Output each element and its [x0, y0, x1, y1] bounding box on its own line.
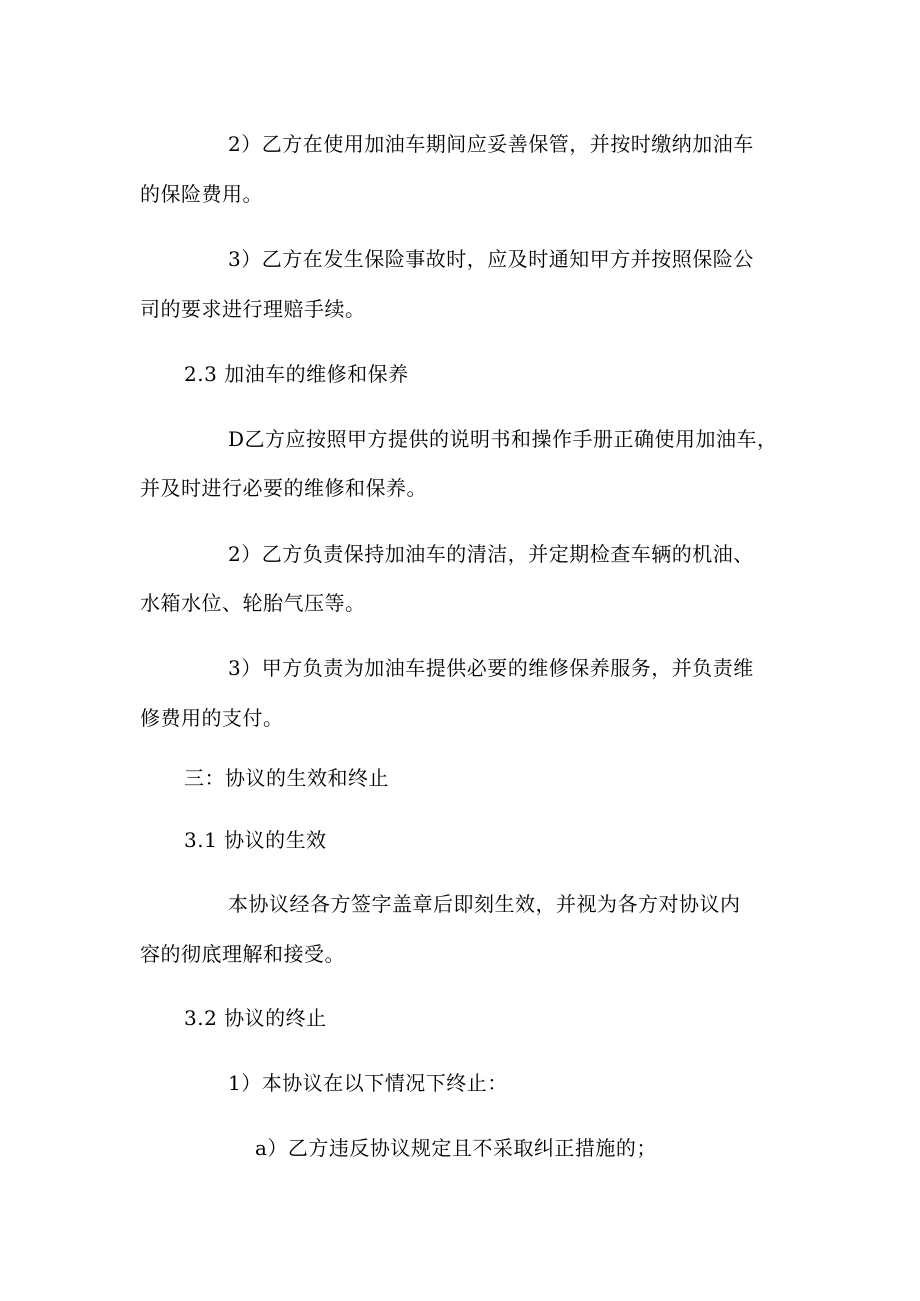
clause-2-2-item-2-line-2: 的保险费用。 — [140, 182, 263, 206]
clause-2-3-item-2-line-2: 水箱水位、轮胎气压等。 — [140, 591, 366, 615]
clause-2-3-item-3-line-1: 3）甲方负责为加油车提供必要的维修保养服务，并负责维 — [228, 656, 754, 680]
clause-3-1-line-2: 容的彻底理解和接受。 — [140, 942, 345, 966]
clause-2-3-item-2-line-1: 2）乙方负责保持加油车的清洁，并定期检查车辆的机油、 — [228, 542, 754, 566]
clause-3-2-item-1: 1）本协议在以下情况下终止： — [228, 1071, 508, 1095]
clause-2-3-item-1-line-1: D乙方应按照甲方提供的说明书和操作手册正确使用加油车， — [228, 427, 778, 451]
clause-3-2-item-a: a）乙方违反协议规定且不采取纠正措施的； — [255, 1136, 657, 1160]
clause-2-2-item-3-line-2: 司的要求进行理赔手续。 — [140, 297, 366, 321]
clause-2-3-item-1-line-2: 并及时进行必要的维修和保养。 — [140, 476, 427, 500]
section-3-heading: 三：协议的生效和终止 — [184, 766, 389, 790]
section-2-3-heading: 2.3 加油车的维修和保养 — [184, 362, 409, 386]
clause-2-2-item-2-line-1: 2）乙方在使用加油车期间应妥善保管，并按时缴纳加油车 — [228, 132, 754, 156]
clause-2-3-item-3-line-2: 修费用的支付。 — [140, 706, 284, 730]
clause-3-1-line-1: 本协议经各方签字盖章后即刻生效，并视为各方对协议内 — [228, 892, 741, 916]
clause-2-2-item-3-line-1: 3）乙方在发生保险事故时，应及时通知甲方并按照保险公 — [228, 247, 754, 271]
section-3-1-heading: 3.1 协议的生效 — [184, 828, 327, 852]
section-3-2-heading: 3.2 协议的终止 — [184, 1006, 327, 1030]
